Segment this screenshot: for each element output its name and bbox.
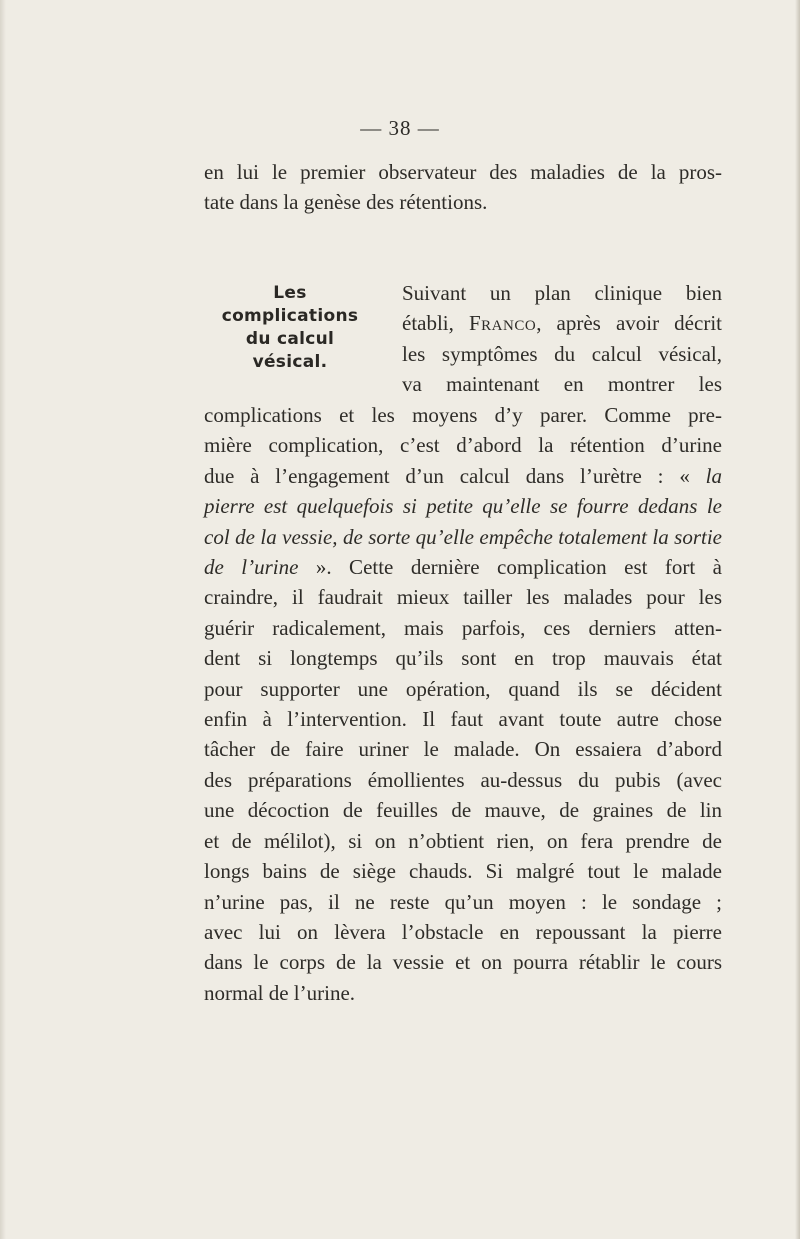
text-line: pour supporter une opération, quand ils se décident <box>204 676 722 701</box>
text-line: les symptômes du calcul vésical, <box>402 341 722 366</box>
main-paragraph <box>204 400 722 1008</box>
quotation-line: pierre est quelquefois si petite qu’elle se fourre dedans le <box>204 494 722 519</box>
margin-heading <box>204 282 376 374</box>
paragraph-opening <box>402 278 722 400</box>
text-line: normal de l’urine. <box>204 980 356 1005</box>
text-segment: , après avoir décrit <box>536 311 722 336</box>
text-line: avec lui on lèvera l’obstacle en repoussant la pierre <box>204 919 722 944</box>
text-line: des préparations émollientes au-dessus du pubis (avec <box>204 767 722 792</box>
page-edge-left <box>0 0 6 1239</box>
text-segment: due à l’engagement d’un calcul dans l’urètre : « <box>204 463 706 488</box>
text-line: n’urine pas, il ne reste qu’un moyen : le sondage ; <box>204 889 722 914</box>
text-line: tâcher de faire uriner le malade. On essaiera d’abord <box>204 737 722 762</box>
text-line <box>204 461 722 491</box>
text-line: mière complication, c’est d’abord la rétention d’urine <box>204 433 722 458</box>
quotation-line: col de la vessie, de sorte qu’elle empêche totalement la sortie <box>204 524 722 549</box>
margin-heading-line: Les <box>273 283 307 303</box>
text-line <box>204 552 722 582</box>
quotation-italic: la <box>705 463 722 488</box>
text-line: tate dans la genèse des rétentions. <box>204 190 488 215</box>
margin-heading-line: complications <box>221 306 359 326</box>
text-line: longs bains de siège chauds. Si malgré tout le malade <box>204 859 722 884</box>
author-name: Franco <box>469 311 537 336</box>
text-line: Suivant un plan clinique bien <box>402 281 722 305</box>
text-line: en lui le premier observateur des maladies de la pros- <box>204 160 722 184</box>
text-segment: établi, <box>402 311 469 336</box>
page-edge-right <box>795 0 800 1239</box>
quotation-italic: de l’urine <box>204 555 299 580</box>
page-number: — 38 — <box>360 116 440 140</box>
text-line: va maintenant en montrer les <box>402 372 722 397</box>
text-line: dent si longtemps qu’ils sont en trop mauvais état <box>204 646 722 671</box>
text-line: complications et les moyens d’y parer. Comme pre- <box>204 403 722 427</box>
text-line: une décoction de feuilles de mauve, de graines de lin <box>204 798 722 823</box>
text-line: enfin à l’intervention. Il faut avant toute autre chose <box>204 707 722 732</box>
text-line: craindre, il faudrait mieux tailler les malades pour les <box>204 585 722 610</box>
text-segment: ». Cette dernière complication est fort à <box>298 555 722 580</box>
margin-heading-line: du calcul <box>245 329 335 349</box>
text-line: et de mélilot), si on n’obtient rien, on fera prendre de <box>204 828 722 853</box>
margin-heading-line: vésical. <box>252 352 328 372</box>
text-line <box>402 308 722 338</box>
intro-paragraph <box>204 157 722 218</box>
text-line: dans le corps de la vessie et on pourra rétablir le cours <box>204 950 722 975</box>
text-line: guérir radicalement, mais parfois, ces derniers atten- <box>204 615 722 640</box>
